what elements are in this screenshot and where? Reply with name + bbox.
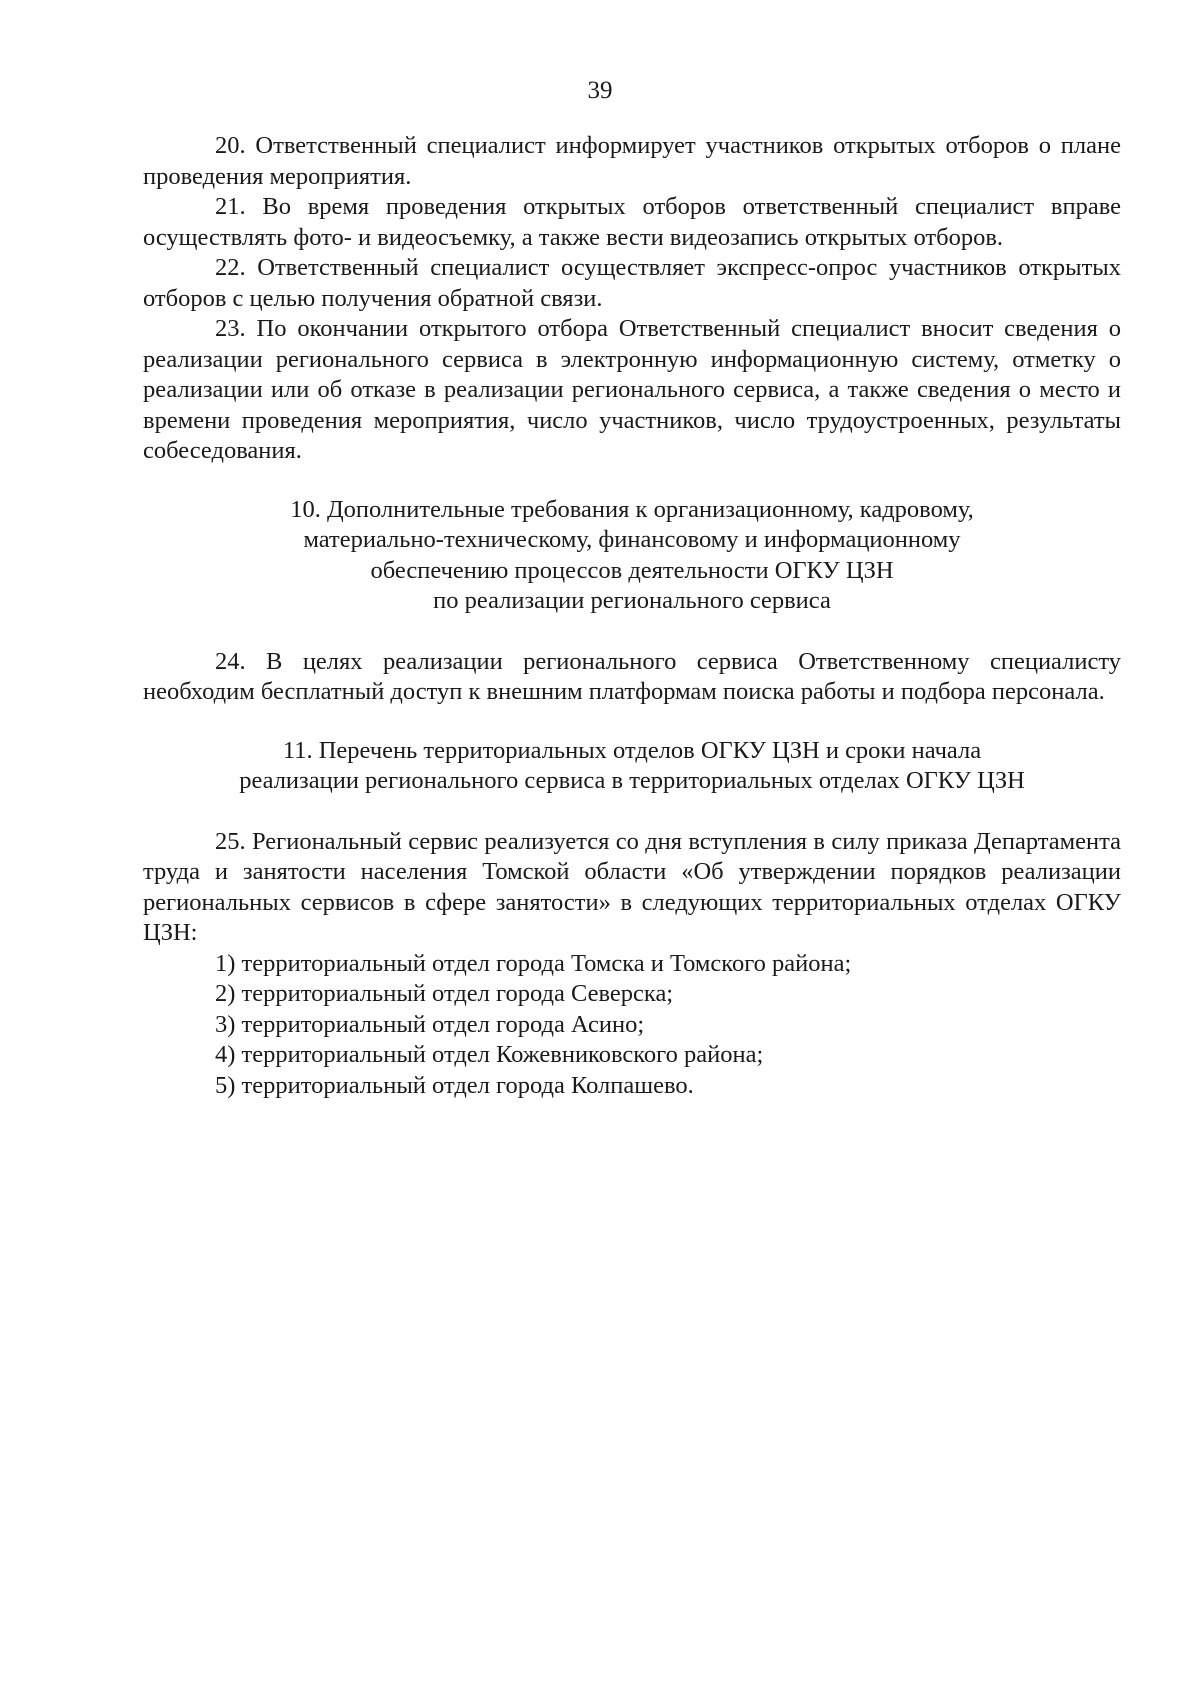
section-10-heading [143,495,1121,617]
section-10-heading-line: по реализации регионального сервиса [433,587,831,614]
paragraph-25: 25. Региональный сервис реализуется со дня вступления в силу приказа Департамента труда и занятости населения Томской области «Об утверждении порядков реализации региональных сервисов в сфере занятости» в следующих территориальных отделах ОГКУ ЦЗН: [143,827,1121,946]
list-item: 4) территориальный отдел Кожевниковского района; [215,1041,764,1068]
document-body [143,131,1121,1101]
list-item: 5) территориальный отдел города Колпашево. [215,1071,694,1099]
section-10-heading-line: 10. Дополнительные требования к организационному, кадровому, [290,495,974,523]
territorial-departments-list [143,949,1121,1102]
list-item: 3) территориальный отдел города Асино; [215,1010,645,1038]
paragraph-23: 23. По окончании открытого отбора Ответственный специалист вносит сведения о реализации регионального сервиса в электронную информационную систему, отметку о реализации или об отказе в реализации регионального сервиса, а также сведения о место и времени проведения мероприятия, число участников, число трудоустроенных, результаты собеседования. [143,315,1121,464]
section-11-heading-line: 11. Перечень территориальных отделов ОГКУ ЦЗН и сроки начала [282,736,982,764]
paragraph-22: 22. Ответственный специалист осуществляет экспресс-опрос участников открытых отборов с целью получения обратной связи. [143,254,1121,312]
list-item: 2) территориальный отдел города Северска; [215,980,674,1007]
list-item: 1) территориальный отдел города Томска и Томского района; [215,949,852,977]
section-11-heading-line: реализации регионального сервиса в территориальных отделах ОГКУ ЦЗН [239,767,1025,794]
paragraph-20: 20. Ответственный специалист информирует участников открытых отборов о плане проведения мероприятия. [143,132,1121,190]
section-10-heading-line: обеспечению процессов деятельности ОГКУ ЦЗН [370,556,894,584]
section-11-heading [143,736,1121,797]
section-10-heading-line: материально-техническому, финансовому и информационному [303,526,961,553]
page-number: 39 [587,77,613,104]
paragraph-24: 24. В целях реализации регионального сервиса Ответственному специалисту необходим бесплатный доступ к внешним платформам поиска работы и подбора персонала. [143,647,1121,705]
paragraph-21: 21. Во время проведения открытых отборов ответственный специалист вправе осуществлять фото- и видеосъемку, а также вести видеозапись открытых отборов. [143,193,1121,251]
